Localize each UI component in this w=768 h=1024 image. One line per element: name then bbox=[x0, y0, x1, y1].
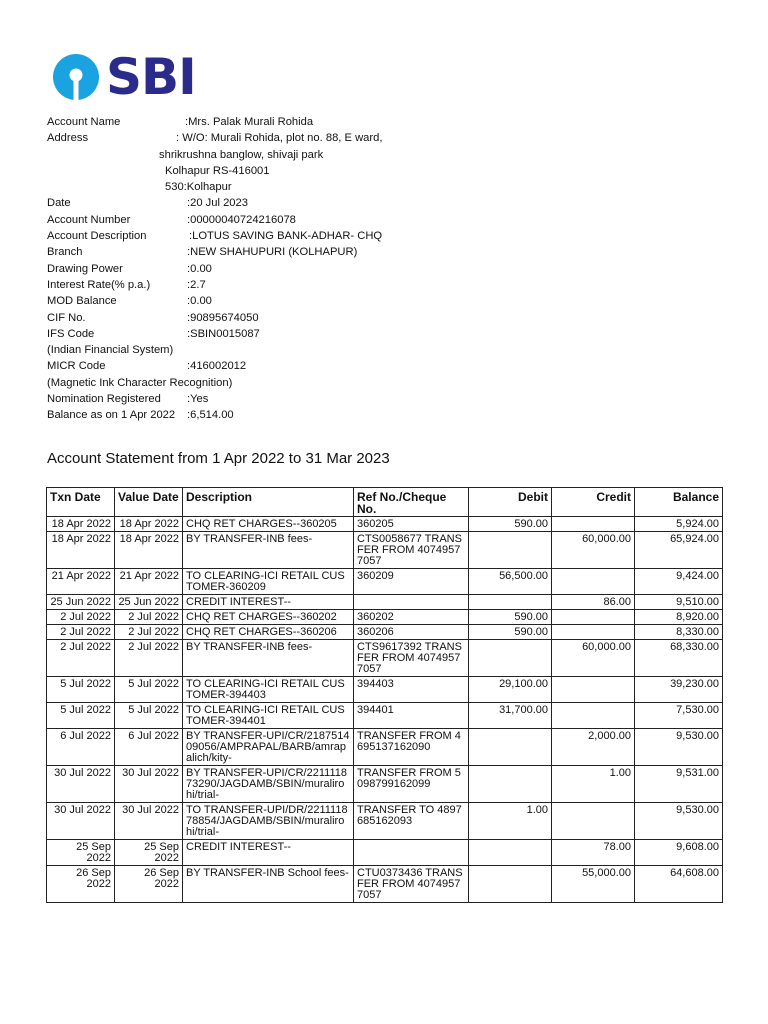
ref-cell: CTS0058677 TRANSFER FROM 40749577057 bbox=[354, 532, 469, 569]
balance-cell: 65,924.00 bbox=[635, 532, 723, 569]
table-row bbox=[47, 840, 723, 866]
table-row bbox=[47, 532, 723, 569]
description-cell: TO TRANSFER-UPI/DR/221111878854/JAGDAMB/SBIN/muralirohi/trial- bbox=[183, 803, 354, 840]
field-value: :0.00 bbox=[187, 295, 212, 308]
field-value: :00000040724216078 bbox=[187, 213, 296, 226]
txn-date-cell: 18 Apr 2022 bbox=[47, 532, 115, 569]
credit-cell bbox=[552, 803, 635, 840]
description-cell: BY TRANSFER-INB fees- bbox=[183, 532, 354, 569]
credit-cell: 55,000.00 bbox=[552, 866, 635, 903]
value-date-cell: 2 Jul 2022 bbox=[115, 625, 183, 640]
debit-cell: 29,100.00 bbox=[469, 677, 552, 703]
balance-cell: 9,530.00 bbox=[635, 803, 723, 840]
table-row bbox=[47, 703, 723, 729]
description-cell: CREDIT INTEREST-- bbox=[183, 840, 354, 866]
col-description: Description bbox=[183, 488, 354, 517]
field-value: :LOTUS SAVING BANK-ADHAR- CHQ bbox=[189, 230, 383, 243]
txn-date-cell: 5 Jul 2022 bbox=[47, 703, 115, 729]
balance-cell: 39,230.00 bbox=[635, 677, 723, 703]
table-row bbox=[47, 517, 723, 532]
txn-date-cell: 18 Apr 2022 bbox=[47, 517, 115, 532]
debit-cell bbox=[469, 532, 552, 569]
debit-cell bbox=[469, 595, 552, 610]
field-label: Branch bbox=[47, 246, 83, 259]
credit-cell: 78.00 bbox=[552, 840, 635, 866]
field-label: (Magnetic Ink Character Recognition) bbox=[47, 376, 233, 389]
description-cell: CREDIT INTEREST-- bbox=[183, 595, 354, 610]
credit-cell bbox=[552, 703, 635, 729]
col-debit: Debit bbox=[469, 488, 552, 517]
txn-date-cell: 25 Jun 2022 bbox=[47, 595, 115, 610]
value-date-cell: 30 Jul 2022 bbox=[115, 803, 183, 840]
field-label: Drawing Power bbox=[47, 262, 123, 275]
field-value: shrikrushna banglow, shivaji park bbox=[159, 148, 324, 161]
debit-cell: 31,700.00 bbox=[469, 703, 552, 729]
table-row bbox=[47, 625, 723, 640]
table-row bbox=[47, 866, 723, 903]
ref-cell: CTS9617392 TRANSFER FROM 40749577057 bbox=[354, 640, 469, 677]
txn-date-cell: 5 Jul 2022 bbox=[47, 677, 115, 703]
field-label: IFS Code bbox=[47, 327, 95, 340]
value-date-cell: 6 Jul 2022 bbox=[115, 729, 183, 766]
credit-cell: 1.00 bbox=[552, 766, 635, 803]
field-value: :20 Jul 2023 bbox=[187, 197, 248, 210]
debit-cell bbox=[469, 640, 552, 677]
field-value: Kolhapur RS-416001 bbox=[165, 164, 270, 177]
description-cell: TO CLEARING-ICI RETAIL CUSTOMER-394403 bbox=[183, 677, 354, 703]
bank-name: SBI bbox=[106, 48, 196, 106]
txn-date-cell: 2 Jul 2022 bbox=[47, 640, 115, 677]
debit-cell bbox=[469, 729, 552, 766]
credit-cell: 60,000.00 bbox=[552, 532, 635, 569]
field-label: Account Description bbox=[47, 230, 147, 243]
col-credit: Credit bbox=[552, 488, 635, 517]
credit-cell: 2,000.00 bbox=[552, 729, 635, 766]
table-row bbox=[47, 677, 723, 703]
col-value-date: Value Date bbox=[115, 488, 183, 517]
ref-cell: CTU0373436 TRANSFER FROM 40749577057 bbox=[354, 866, 469, 903]
debit-cell: 590.00 bbox=[469, 610, 552, 625]
ref-cell: 360205 bbox=[354, 517, 469, 532]
credit-cell bbox=[552, 625, 635, 640]
statement-title: Account Statement from 1 Apr 2022 to 31 Mar 2023 bbox=[47, 450, 390, 467]
table-row bbox=[47, 766, 723, 803]
ref-cell: 360202 bbox=[354, 610, 469, 625]
balance-cell: 8,330.00 bbox=[635, 625, 723, 640]
description-cell: TO CLEARING-ICI RETAIL CUSTOMER-394401 bbox=[183, 703, 354, 729]
credit-cell: 60,000.00 bbox=[552, 640, 635, 677]
debit-cell bbox=[469, 766, 552, 803]
description-cell: BY TRANSFER-INB School fees- bbox=[183, 866, 354, 903]
value-date-cell: 18 Apr 2022 bbox=[115, 532, 183, 569]
field-value: :90895674050 bbox=[187, 311, 259, 324]
ref-cell: TRANSFER FROM 4695137162090 bbox=[354, 729, 469, 766]
value-date-cell: 2 Jul 2022 bbox=[115, 640, 183, 677]
table-row bbox=[47, 729, 723, 766]
value-date-cell: 30 Jul 2022 bbox=[115, 766, 183, 803]
credit-cell bbox=[552, 569, 635, 595]
field-label: Address bbox=[47, 132, 89, 145]
ref-cell: 394401 bbox=[354, 703, 469, 729]
field-label: Balance as on 1 Apr 2022 bbox=[47, 409, 176, 422]
field-label: Interest Rate(% p.a.) bbox=[47, 278, 151, 291]
value-date-cell: 25 Jun 2022 bbox=[115, 595, 183, 610]
field-value: :6,514.00 bbox=[187, 409, 234, 422]
field-label: MICR Code bbox=[47, 360, 106, 373]
table-row bbox=[47, 610, 723, 625]
description-cell: BY TRANSFER-UPI/CR/221111873290/JAGDAMB/SBIN/muralirohi/trial- bbox=[183, 766, 354, 803]
txn-date-cell: 2 Jul 2022 bbox=[47, 610, 115, 625]
value-date-cell: 21 Apr 2022 bbox=[115, 569, 183, 595]
ref-cell bbox=[354, 595, 469, 610]
ref-cell bbox=[354, 840, 469, 866]
description-cell: BY TRANSFER-UPI/CR/218751409056/AMPRAPAL/BARB/amrapalich/kity- bbox=[183, 729, 354, 766]
balance-cell: 9,530.00 bbox=[635, 729, 723, 766]
description-cell: BY TRANSFER-INB fees- bbox=[183, 640, 354, 677]
field-value: :2.7 bbox=[187, 278, 206, 291]
field-value: : W/O: Murali Rohida, plot no. 88, E ward, bbox=[176, 132, 383, 145]
txn-date-cell: 25 Sep 2022 bbox=[47, 840, 115, 866]
description-cell: CHQ RET CHARGES--360206 bbox=[183, 625, 354, 640]
value-date-cell: 18 Apr 2022 bbox=[115, 517, 183, 532]
field-label: Nomination Registered bbox=[47, 393, 161, 406]
credit-cell bbox=[552, 517, 635, 532]
ref-cell: 360209 bbox=[354, 569, 469, 595]
txn-date-cell: 26 Sep 2022 bbox=[47, 866, 115, 903]
field-label: CIF No. bbox=[47, 311, 86, 324]
field-value: :Mrs. Palak Murali Rohida bbox=[185, 116, 314, 128]
balance-cell: 64,608.00 bbox=[635, 866, 723, 903]
balance-cell: 8,920.00 bbox=[635, 610, 723, 625]
balance-cell: 9,424.00 bbox=[635, 569, 723, 595]
debit-cell: 590.00 bbox=[469, 517, 552, 532]
debit-cell: 56,500.00 bbox=[469, 569, 552, 595]
table-row bbox=[47, 640, 723, 677]
balance-cell: 7,530.00 bbox=[635, 703, 723, 729]
field-label: (Indian Financial System) bbox=[47, 344, 174, 357]
txn-date-cell: 30 Jul 2022 bbox=[47, 803, 115, 840]
value-date-cell: 5 Jul 2022 bbox=[115, 703, 183, 729]
value-date-cell: 2 Jul 2022 bbox=[115, 610, 183, 625]
col-ref-no: Ref No./Cheque No. bbox=[354, 488, 469, 517]
ref-cell: 394403 bbox=[354, 677, 469, 703]
table-header-row bbox=[47, 488, 723, 517]
field-label: Account Name bbox=[47, 116, 121, 128]
field-label: Account Number bbox=[47, 213, 131, 226]
debit-cell bbox=[469, 866, 552, 903]
balance-cell: 9,608.00 bbox=[635, 840, 723, 866]
sbi-logo bbox=[52, 50, 196, 104]
description-cell: TO CLEARING-ICI RETAIL CUSTOMER-360209 bbox=[183, 569, 354, 595]
field-value: :SBIN0015087 bbox=[187, 327, 260, 340]
txn-date-cell: 21 Apr 2022 bbox=[47, 569, 115, 595]
sbi-keyhole-icon bbox=[52, 53, 100, 101]
table-row bbox=[47, 595, 723, 610]
field-label: MOD Balance bbox=[47, 295, 117, 308]
balance-cell: 9,510.00 bbox=[635, 595, 723, 610]
table-row bbox=[47, 803, 723, 840]
field-value: :0.00 bbox=[187, 262, 212, 275]
value-date-cell: 25 Sep 2022 bbox=[115, 840, 183, 866]
value-date-cell: 5 Jul 2022 bbox=[115, 677, 183, 703]
value-date-cell: 26 Sep 2022 bbox=[115, 866, 183, 903]
description-cell: CHQ RET CHARGES--360205 bbox=[183, 517, 354, 532]
balance-cell: 9,531.00 bbox=[635, 766, 723, 803]
ref-cell: TRANSFER FROM 5098799162099 bbox=[354, 766, 469, 803]
balance-cell: 68,330.00 bbox=[635, 640, 723, 677]
field-label: Date bbox=[47, 197, 71, 210]
col-txn-date: Txn Date bbox=[47, 488, 115, 517]
transactions-table bbox=[46, 487, 723, 903]
field-value: 530:Kolhapur bbox=[165, 181, 232, 194]
field-value: :Yes bbox=[187, 393, 209, 406]
ref-cell: 360206 bbox=[354, 625, 469, 640]
debit-cell bbox=[469, 840, 552, 866]
credit-cell: 86.00 bbox=[552, 595, 635, 610]
table-row bbox=[47, 569, 723, 595]
txn-date-cell: 2 Jul 2022 bbox=[47, 625, 115, 640]
txn-date-cell: 6 Jul 2022 bbox=[47, 729, 115, 766]
txn-date-cell: 30 Jul 2022 bbox=[47, 766, 115, 803]
balance-cell: 5,924.00 bbox=[635, 517, 723, 532]
description-cell: CHQ RET CHARGES--360202 bbox=[183, 610, 354, 625]
credit-cell bbox=[552, 610, 635, 625]
ref-cell: TRANSFER TO 4897685162093 bbox=[354, 803, 469, 840]
col-balance: Balance bbox=[635, 488, 723, 517]
credit-cell bbox=[552, 677, 635, 703]
field-value: :NEW SHAHUPURI (KOLHAPUR) bbox=[187, 246, 358, 259]
debit-cell: 1.00 bbox=[469, 803, 552, 840]
field-value: :416002012 bbox=[187, 360, 247, 373]
debit-cell: 590.00 bbox=[469, 625, 552, 640]
